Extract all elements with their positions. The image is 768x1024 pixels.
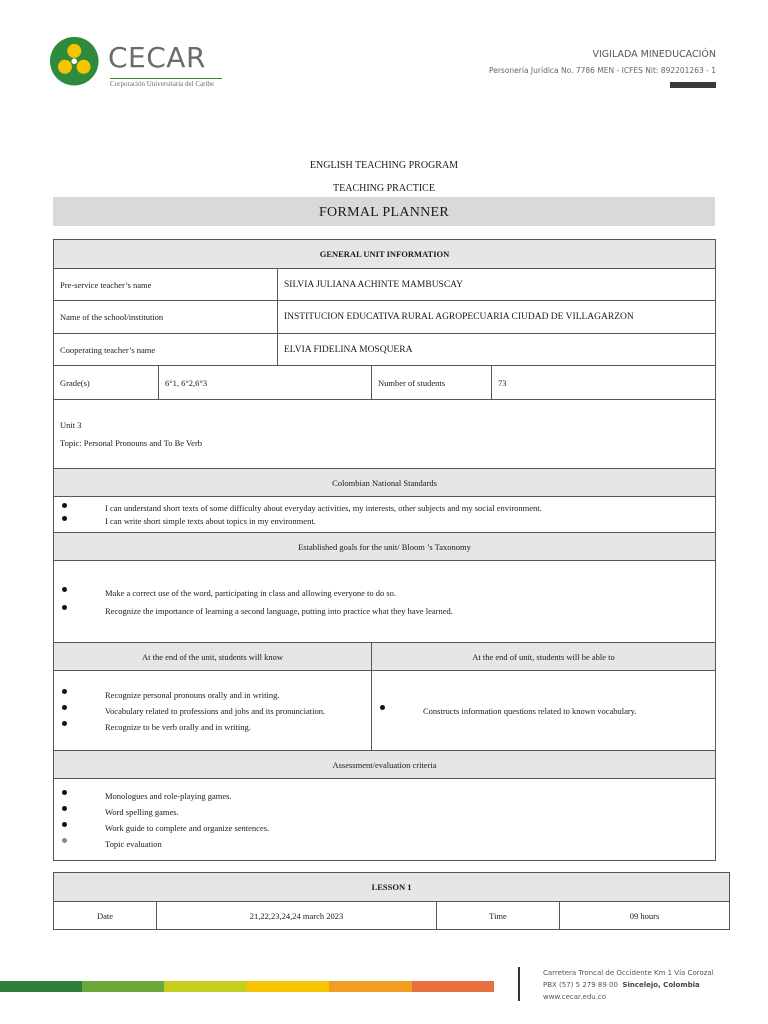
bullet-icon [62, 516, 67, 521]
footer-phone: PBX (57) 5 279 89 00 [543, 981, 618, 989]
lesson-heading: LESSON 1 [54, 873, 730, 902]
list-item: Recognize to be verb orally and in writing. [60, 722, 365, 732]
date-label: Date [54, 902, 157, 930]
know-heading: At the end of the unit, students will know [54, 643, 372, 671]
program-title: ENGLISH TEACHING PROGRAM [309, 160, 459, 171]
goals-list [54, 561, 716, 643]
unit-topic-cell [54, 400, 716, 469]
logo-name: CECAR [108, 41, 206, 74]
bullet-icon [62, 822, 67, 827]
list-item: Word spelling games. [60, 807, 709, 817]
footer-stripe-3 [164, 981, 247, 992]
personeria-text: Personería Jurídica No. 7786 MEN - ICFES Nit: 892201263 - 1 [488, 66, 716, 75]
standards-heading: Colombian National Standards [54, 469, 716, 497]
school-label: Name of the school/institution [54, 301, 278, 334]
footer-stripe-1 [0, 981, 82, 992]
bullet-icon [62, 806, 67, 811]
list-item: Topic evaluation [60, 839, 709, 849]
footer-city: Sincelejo, Colombia [622, 981, 700, 989]
school-value: INSTITUCION EDUCATIVA RURAL AGROPECUARIA CIUDAD DE VILLAGARZON [278, 301, 716, 334]
footer-stripe-4 [247, 981, 329, 992]
footer-divider [518, 967, 520, 1001]
formal-planner-title: FORMAL PLANNER [318, 205, 450, 220]
time-label: Time [437, 902, 560, 930]
students-value: 73 [492, 366, 716, 400]
bullet-icon [62, 838, 67, 843]
list-item: I can understand short texts of some difficulty about everyday activities, my interests, other subjects and my social environment. [60, 503, 709, 513]
bullet-icon [62, 503, 67, 508]
vigilada-text: VIGILADA MINEDUCACIÓN [592, 49, 716, 60]
footer-address: Carretera Troncal de Occidente Km 1 Vía Corozal [543, 969, 714, 977]
bullet-icon [62, 689, 67, 694]
standards-list [54, 497, 716, 533]
footer-web[interactable]: www.cecar.edu.co [543, 993, 607, 1001]
time-value: 09 hours [560, 902, 730, 930]
lesson-table [53, 872, 730, 930]
list-item: Make a correct use of the word, participating in class and allowing everyone to do so. [60, 588, 709, 598]
able-heading: At the end of unit, students will be able to [372, 643, 716, 671]
logo-subtitle: Corporación Universitaria del Caribe [110, 78, 222, 88]
assessment-list [54, 779, 716, 861]
coop-teacher-value: ELVIA FIDELINA MOSQUERA [278, 334, 716, 366]
coop-teacher-label: Cooperating teacher’s name [54, 334, 278, 366]
header-bar [670, 82, 716, 88]
assessment-heading: Assessment/evaluation criteria [54, 751, 716, 779]
list-item: Monologues and role-playing games. [60, 791, 709, 801]
unit-topic: Topic: Personal Pronouns and To Be Verb [60, 438, 203, 448]
list-item: Constructs information questions related to known vocabulary. [378, 706, 709, 716]
teacher-value: SILVIA JULIANA ACHINTE MAMBUSCAY [278, 269, 716, 301]
footer-contact [543, 981, 700, 989]
students-label: Number of students [372, 366, 492, 400]
grade-value: 6°1, 6°2,6°3 [159, 366, 372, 400]
footer-stripe-6 [412, 981, 494, 992]
list-item: Recognize personal pronouns orally and in writing. [60, 690, 365, 700]
footer-stripe-5 [329, 981, 412, 992]
general-unit-heading: GENERAL UNIT INFORMATION [54, 240, 716, 269]
goals-heading: Established goals for the unit/ Bloom ’s Taxonomy [54, 533, 716, 561]
know-list [54, 671, 372, 751]
bullet-icon [62, 705, 67, 710]
bullet-icon [62, 587, 67, 592]
cecar-logo-icon [50, 36, 106, 92]
teacher-label: Pre-service teacher’s name [54, 269, 278, 301]
list-item: Vocabulary related to professions and jobs and its pronunciation. [60, 706, 365, 716]
bullet-icon [62, 721, 67, 726]
footer-stripe-2 [82, 981, 164, 992]
bullet-icon [62, 790, 67, 795]
list-item: Recognize the importance of learning a second language, putting into practice what they have learned. [60, 606, 709, 616]
bullet-icon [380, 705, 385, 710]
date-value: 21,22,23,24,24 march 2023 [157, 902, 437, 930]
bullet-icon [62, 605, 67, 610]
grade-label: Grade(s) [54, 366, 159, 400]
list-item: Work guide to complete and organize sentences. [60, 823, 709, 833]
practice-title: TEACHING PRACTICE [333, 183, 435, 194]
list-item: I can write short simple texts about topics in my environment. [60, 516, 709, 526]
unit-number: Unit 3 [60, 420, 82, 430]
able-list [372, 671, 716, 751]
general-unit-table [53, 239, 716, 861]
